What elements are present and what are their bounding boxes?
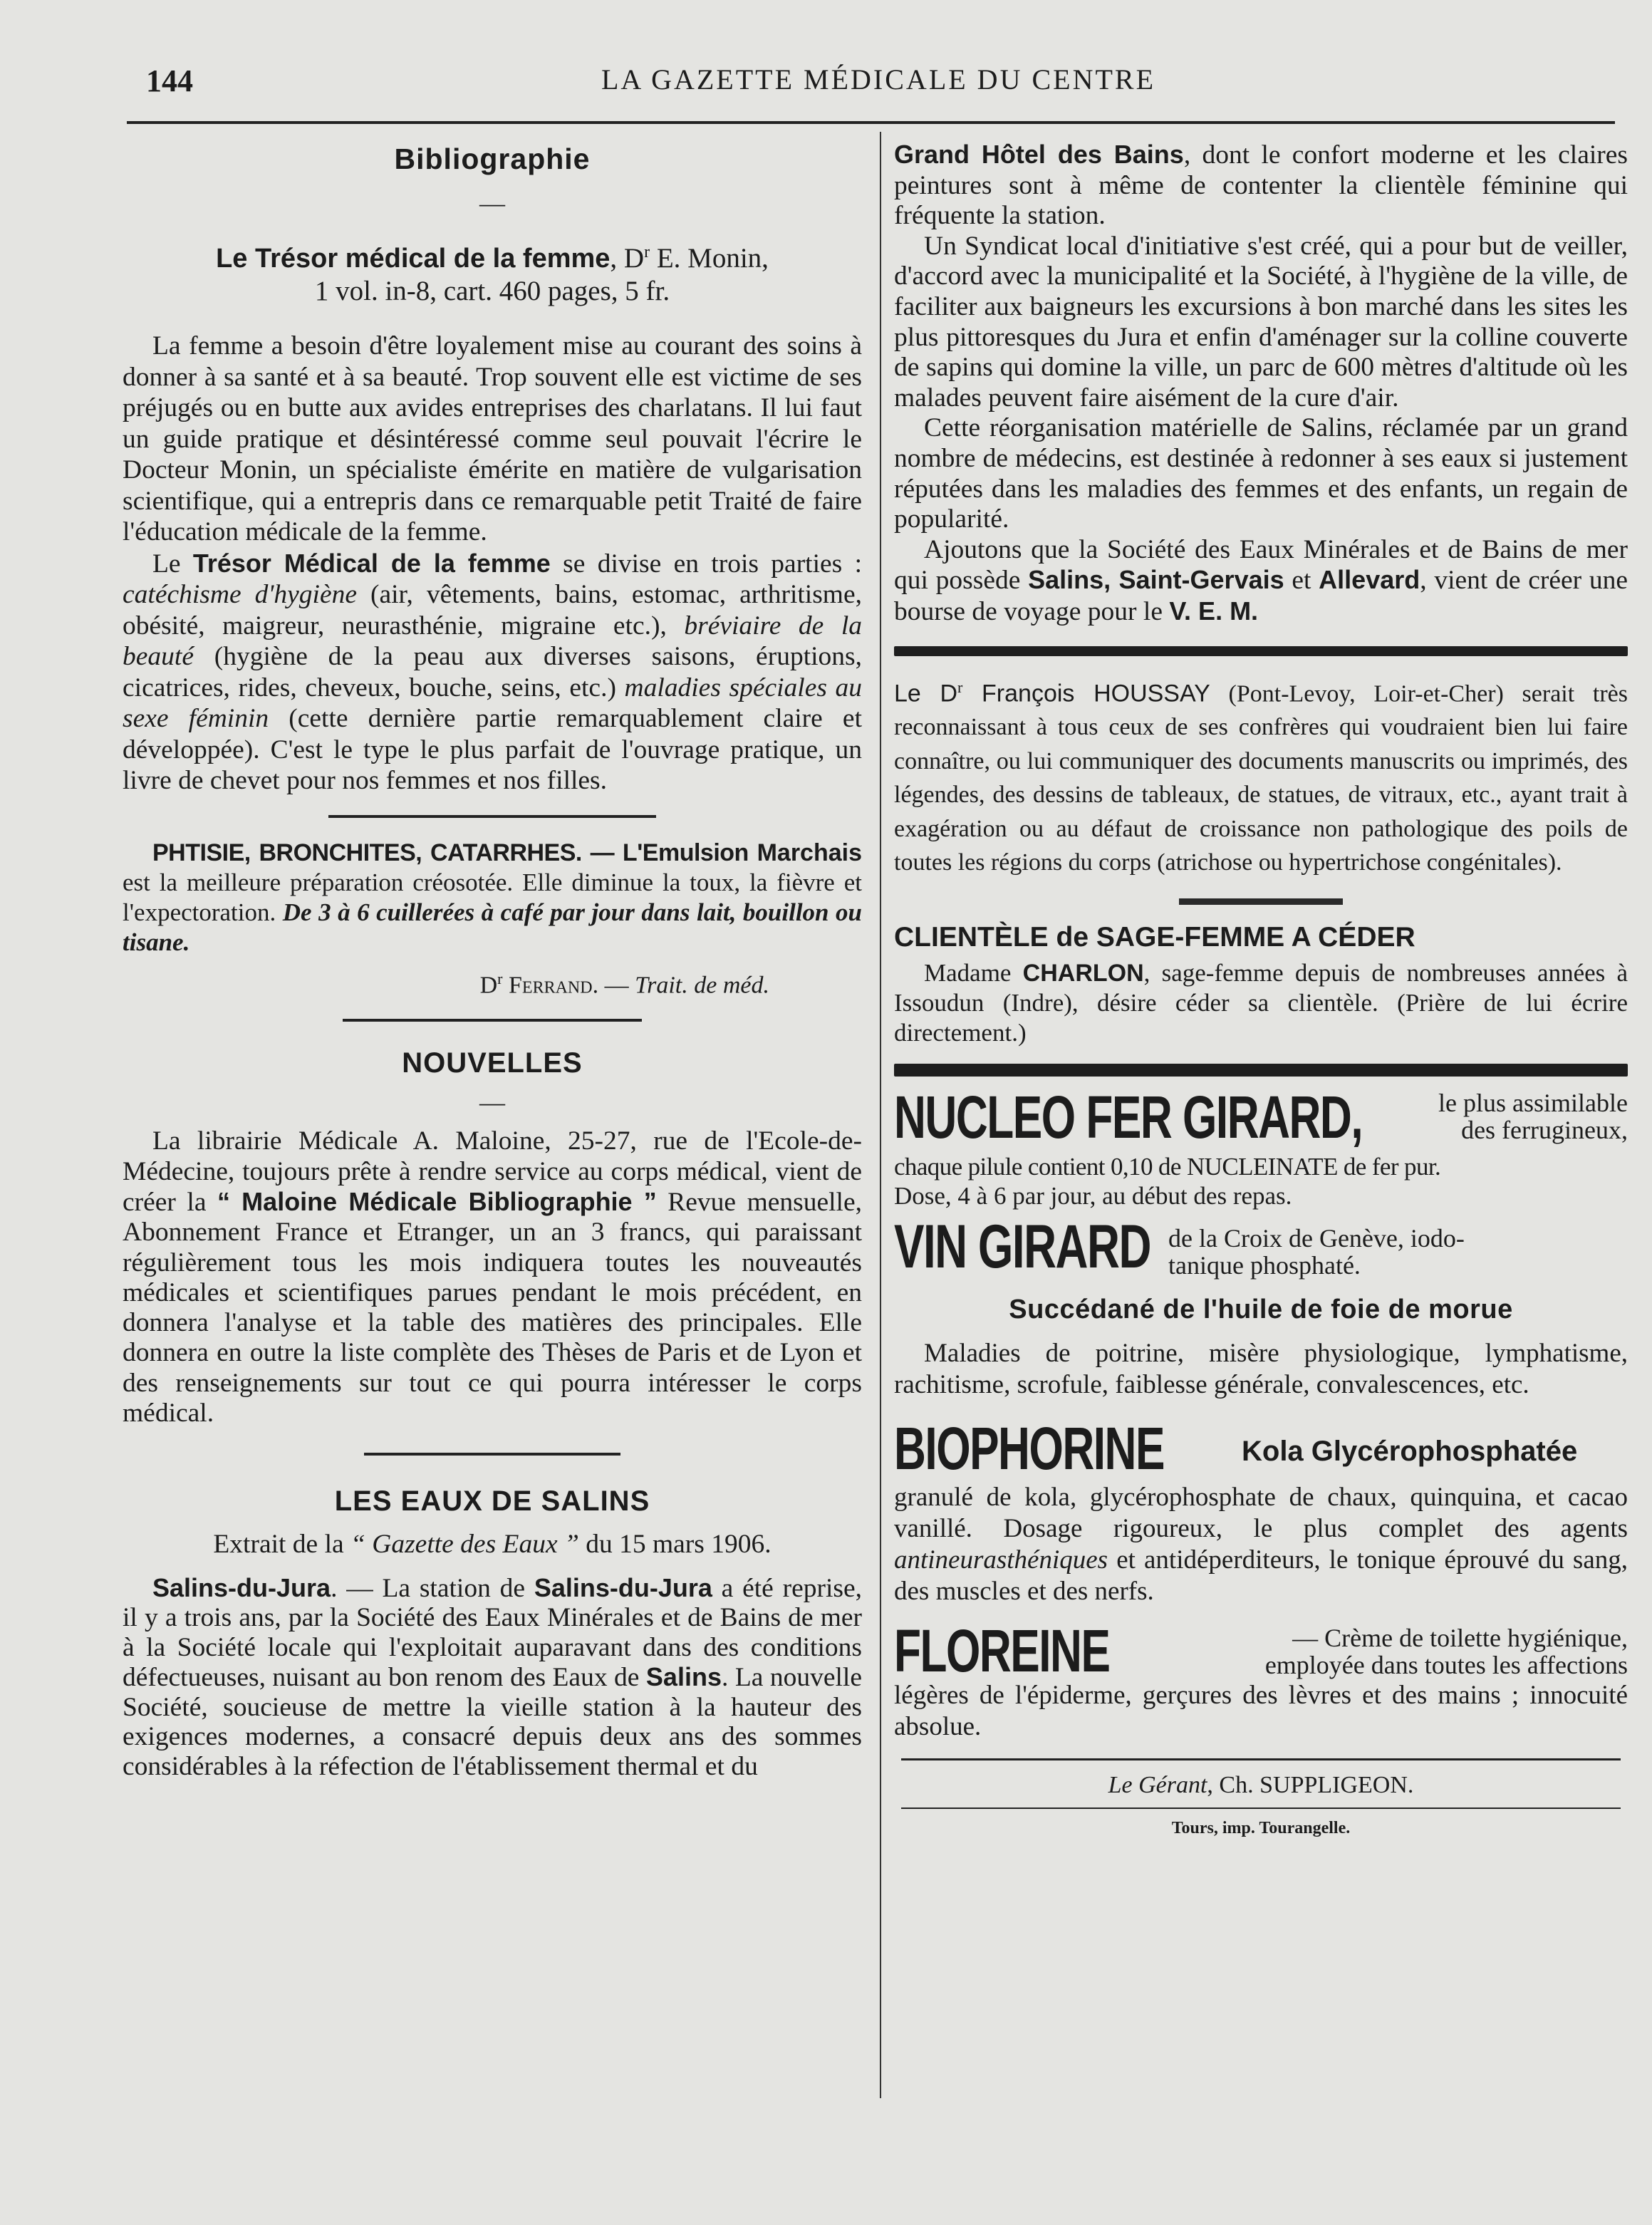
text-run: La librairie Médicale A. Maloine, 25-27, rue de l'Ecole-de-Médecine, toujours prête à rendre service au corps médical, vient de créer la (123, 1126, 862, 1217)
gerant-line (894, 1772, 1628, 1799)
text-run: antineurasthéniques (894, 1545, 1108, 1575)
text-run: , dont le confort moderne et les claires peintures sont à même de contenter la clientèle féminine qui fréquente la station. (894, 140, 1628, 231)
biophorine-brand: BIOPHORINE (894, 1414, 1164, 1482)
text-run: , vient de créer une bourse de voyage pour le (894, 566, 1628, 626)
place-name: Salins, Saint-Gervais (1028, 565, 1284, 595)
book-author-prefix: D (623, 243, 645, 274)
text-run: Madame (924, 958, 1023, 987)
text-run: Ferrand. (502, 971, 599, 998)
book-author: E. Monin, (650, 243, 769, 274)
ad-divider (1179, 898, 1343, 905)
text-run: Extrait de la (213, 1530, 351, 1560)
dosage-text: De 3 à 6 cuillerées à café par jour dans lait, bouillon ou tisane. (123, 898, 862, 956)
text-run: (hygiène de la peau aux diverses saisons, éruptions, cicatrices, rides, cheveux, bouche, seins, etc.) (123, 642, 862, 702)
nucleo-dosage-1: chaque pilule contient 0,10 de NUCLEINATE de fer pur. (894, 1152, 1441, 1181)
book-author-sup: r (644, 243, 650, 261)
vin-ad-header (894, 1212, 1628, 1285)
book-reference: Le Trésor médical de la femme, $D^r$ E. Monin, 1 vol. in-8, cart. 460 pages, 5 fr. (216, 243, 769, 306)
text-run: du 15 mars 1906. (578, 1530, 772, 1560)
section-title-italic: maladies spéciales au sexe féminin (123, 673, 862, 733)
nouvelles-heading: NOUVELLES (402, 1047, 583, 1079)
salins-paragraph-3: Cette réorganisation matérielle de Salins, réclamée par un grand nombre de médecins, est destinée à redonner à ses eaux si justement réputées dans les maladies des femmes et des enfants, un regain de popularité. (894, 413, 1628, 534)
text-run: le plus assimilable (1438, 1088, 1628, 1117)
text-run: (Pont-Levoy, Loir-et-Cher) serait très reconnaissant à tous ceux de ses confrères qui voudraient bien lui faire connaître, ou lui communiquer des documents manuscrits ou imprimés, des légendes, des dessins de tableaux, de statues, de vitraux, etc., ayant trait à exagération ou au défaut de croissance non pathologique des poils de toutes les régions du corps (atrichose ou hypertrichose congénitales). (894, 680, 1628, 876)
text-run: Le Gérant (1108, 1771, 1207, 1798)
text-run: employée dans toutes les affections (1264, 1650, 1628, 1679)
printer-line: Tours, imp. Tourangelle. (1171, 1818, 1351, 1837)
ad-divider (894, 1064, 1628, 1077)
text-run: . — La station de (331, 1573, 534, 1603)
bibliography-heading: Bibliographie (394, 142, 591, 175)
nouvelles-paragraph (123, 1126, 862, 1428)
phtisie-signature (123, 963, 862, 1001)
floreine-brand: FLOREINE (894, 1617, 1110, 1684)
nucleo-brand: NUCLEO FER GIRARD, (894, 1083, 1363, 1151)
text-run: a été reprise, il y a trois ans, par la Société des Eaux Minérales et de Bains de mer à la Société locale qui l'exploitait auparavant dans des conditions défectueuses, nuisant au bon renom des Eaux de (123, 1573, 862, 1693)
place-name: Salins-du-Jura (534, 1572, 712, 1602)
text-run: Le (152, 549, 193, 579)
biblio-paragraph-1: La femme a besoin d'être loyalement mise au courant des soins à donner à sa santé et à sa beauté. Trop souvent elle est victime de ses préjugés ou en butte aux avides entreprises des charlatans. Il lui faut un guide pratique et désintéressé comme seul pouvait l'écrire le Docteur Monin, un spécialiste émérite en matière de vulgarisation scientifique, qui a entrepris dans ce remarquable petit Traité de faire l'éducation médicale de la femme. (123, 331, 862, 546)
biophorine-tagline: Kola Glycérophosphatée (1242, 1435, 1578, 1467)
publication-name: “ Maloine Médicale Bibliographie ” (217, 1186, 657, 1216)
text-run: CLIENTÈLE (894, 921, 1049, 953)
publication-title: LA GAZETTE MÉDICALE DU CENTRE (601, 63, 1155, 95)
place-name: Salins (645, 1662, 722, 1692)
salins-paragraph-4 (894, 535, 1628, 628)
vin-text: Maladies de poitrine, misère physiologique, lymphatisme, rachitisme, scrofule, faiblesse générale, convalescences, etc. (894, 1338, 1628, 1399)
biophorine-text (894, 1482, 1628, 1607)
person-name: CHARLON (1022, 959, 1144, 987)
book-title: Le Trésor médical de la femme (216, 244, 611, 274)
sage-femme-text (894, 958, 1628, 1048)
running-header (146, 63, 1611, 103)
footer-rule (901, 1808, 1621, 1809)
salins-continued (894, 140, 1628, 232)
source-title: “ Gazette des Eaux ” (350, 1530, 579, 1560)
section-divider (343, 1019, 642, 1022)
hotel-name: Grand Hôtel des Bains (894, 140, 1184, 169)
text-run: Trait. de méd. (635, 971, 769, 998)
text-run: et (1284, 566, 1319, 596)
page-number: 144 (146, 63, 193, 98)
heading-dash: — (479, 189, 505, 217)
salins-heading: LES EAUX DE SALINS (334, 1485, 650, 1518)
floreine-text: légères de l'épiderme, gerçures des lèvres et des mains ; innocuité absolue. (894, 1680, 1628, 1741)
text-run: et antidéperditeurs, le tonique éprouvé du sang, des muscles et des nerfs. (894, 1545, 1628, 1606)
text-run: (air, vêtements, bains, estomac, arthritisme, obésité, maigreur, neurasthénie, migraine etc.), (123, 580, 862, 640)
text-run: (cette dernière partie remarquablement claire et développée). C'est le type le plus parfait de l'ouvrage pratique, un livre de chevet pour nos femmes et nos filles. (123, 704, 862, 795)
text-run: tanique phosphaté. (1168, 1250, 1361, 1280)
product-name: Marchais (757, 839, 862, 866)
text-run: Le D (894, 679, 958, 707)
section-title-italic: catéchisme d'hygiène (123, 580, 357, 609)
abbreviation: V. E. M. (1169, 596, 1259, 626)
text-run: — Crème de toilette hygiénique, (1292, 1623, 1628, 1652)
salins-source (123, 1529, 862, 1560)
phtisie-headline: PHTISIE, BRONCHITES, CATARRHES. — L'Emulsion (152, 839, 757, 866)
text-run: . La nouvelle Société, soucieuse de mettre la vieille station à la hauteur des exigences modernes, a consacré depuis deux ans des sommes considérables à la réfection de l'établissement thermal et du (123, 1663, 862, 1781)
text-run: granulé de kola, glycérophosphate de chaux, quinquina, et cacao vanillé. Dosage rigoureux, le plus complet des agents (894, 1482, 1628, 1543)
text-run: est la meilleure préparation créosotée. Elle diminue la toux, la fièvre et l'expectoration. (123, 868, 862, 926)
heading-dash: — (479, 1088, 505, 1117)
text-run: , sage-femme depuis de nombreuses années à Issoudun (Indre), désire céder sa clientèle. (Prière de lui écrire directement.) (894, 958, 1628, 1047)
section-divider (328, 815, 656, 818)
person-name: François HOUSSAY (962, 679, 1210, 707)
text-run: r (497, 969, 503, 987)
text-run: D (479, 971, 498, 998)
left-column (123, 140, 862, 1781)
vin-brand: VIN GIRARD (894, 1212, 1150, 1281)
text-run: de la Croix de Genève, iodo- (1168, 1223, 1465, 1252)
column-rule (880, 132, 881, 2098)
nucleo-tagline (1375, 1089, 1628, 1143)
text-run: Revue mensuelle, Abonnement France et Etranger, un an 3 francs, qui paraissant régulièrement tous les mois indiquera toutes les nouveautés médicales et scientifiques parues pendant le mois précédent, en donnera l'analyse et la table des matières des principales. Elle donnera en outre la liste complète des Thèses de Paris et de Lyon et des renseignements sur tout ce qui pourra intéresser le corps médical. (123, 1187, 862, 1428)
section-title-italic: bréviaire de la beauté (123, 611, 862, 671)
vin-subtitle: Succédané de l'huile de foie de morue (1009, 1294, 1513, 1324)
header-rule (127, 121, 1615, 124)
houssay-notice (894, 670, 1628, 880)
text-run: de (1048, 921, 1096, 953)
sage-femme-heading (894, 920, 1628, 954)
text-run: Ajoutons que la Société des Eaux Minérales et de Bains de mer qui possède (894, 534, 1628, 596)
place-name: Allevard (1319, 565, 1420, 595)
vin-tagline (1168, 1225, 1465, 1279)
biblio-paragraph-2 (123, 548, 862, 797)
text-run: , Ch. SUPPLIGEON. (1207, 1771, 1414, 1798)
text-run: r (957, 678, 963, 696)
text-run: SAGE-FEMME A CÉDER (1096, 921, 1415, 953)
book-info: 1 vol. in-8, cart. 460 pages, 5 fr. (314, 276, 670, 306)
book-title-inline: Trésor Médical de la femme (192, 548, 551, 578)
floreine-ad-header (894, 1617, 1628, 1684)
salins-paragraph (123, 1573, 862, 1782)
nucleo-dosage-2: Dose, 4 à 6 par jour, au début des repas. (894, 1181, 1292, 1210)
floreine-tagline (1143, 1624, 1628, 1679)
section-divider (364, 1453, 620, 1456)
text-run: des ferrugineux, (1461, 1115, 1628, 1144)
salins-paragraph-2: Un Syndicat local d'initiative s'est créé, qui a pour but de veiller, d'accord avec la municipalité et la Société, à l'hygiène de la ville, de faciliter aux baigneurs les excursions à bon marché dans les sites les plus pittoresques du Jura et enfin d'aménager sur la colline couverte de sapins qui domine la ville, un parc de 600 mètres d'altitude où les malades peuvent faire aisément de la cure d'air. (894, 231, 1628, 413)
right-column (894, 140, 1628, 1838)
phtisie-ad (123, 838, 862, 958)
text-run: se divise en trois parties : (550, 549, 862, 579)
biophorine-ad-header (894, 1414, 1628, 1482)
ad-divider (894, 646, 1628, 656)
place-name: Salins-du-Jura (152, 1572, 331, 1602)
footer-rule (901, 1758, 1621, 1760)
text-run: — (598, 971, 635, 998)
nucleo-ad-header (894, 1083, 1628, 1152)
